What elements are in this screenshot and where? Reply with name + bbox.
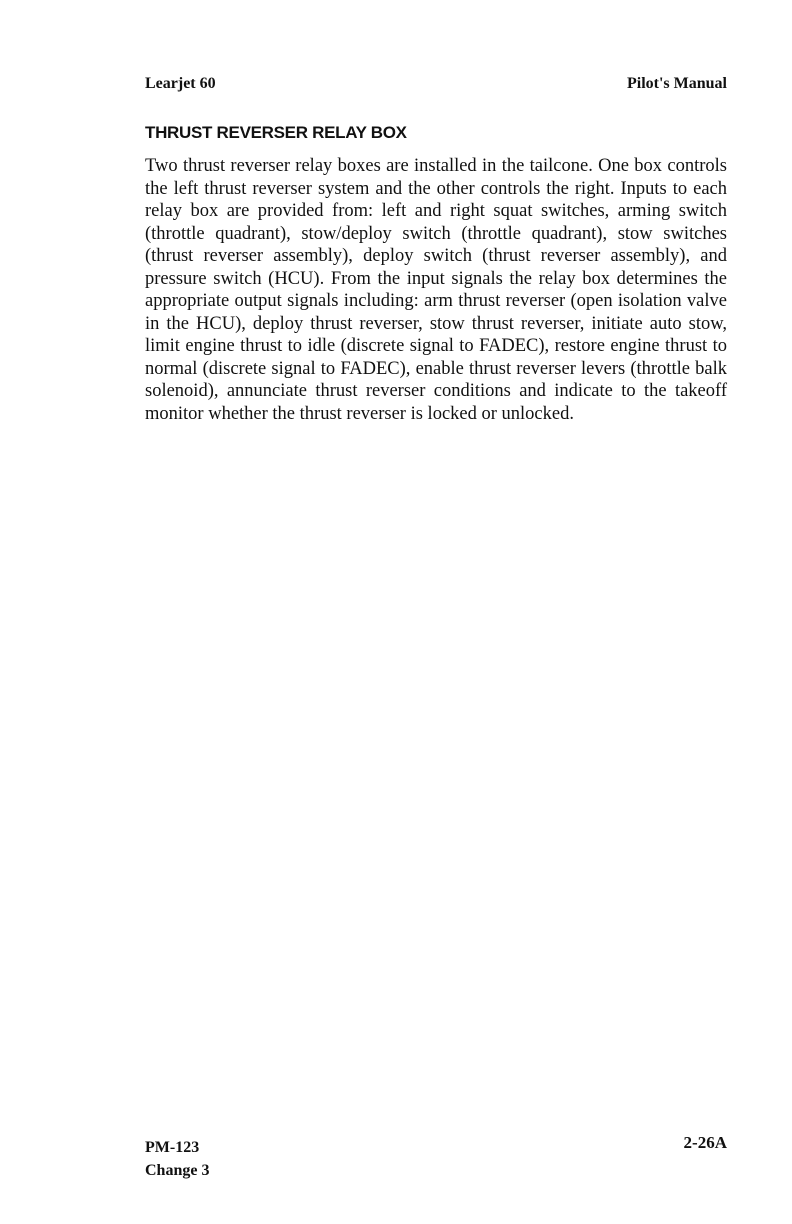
running-header — [145, 74, 727, 94]
section-title: THRUST REVERSER RELAY BOX — [145, 123, 407, 142]
header-aircraft-model: Learjet 60 — [145, 75, 216, 92]
footer-change-number: Change 3 — [145, 1162, 210, 1179]
footer-document-info — [145, 1136, 209, 1182]
section-body-paragraph: Two thrust reverser relay boxes are installed in the tailcone. One box controls the left thrust reverser system and the other controls the right. Inputs to each relay box are provided from: left and right squat switches, arming switch (throttle quadrant), stow/deploy switch (throttle quadrant), stow switches (thrust reverser assembly), deploy switch (thrust reverser assembly), and pressure switch (HCU). From the input signals the relay box determines the appropriate output signals including: arm thrust reverser (open isolation valve in the HCU), deploy thrust reverser, stow thrust reverser, initiate auto stow, limit engine thrust to idle (discrete signal to FADEC), restore engine thrust to normal (discrete signal to FADEC), enable thrust reverser levers (throttle balk solenoid), annunciate thrust reverser conditions and indicate to the takeoff monitor whether the thrust reverser is locked or unlocked. — [145, 156, 727, 424]
footer-document-number: PM-123 — [145, 1139, 200, 1156]
page-number: 2-26A — [683, 1133, 727, 1152]
header-manual-title: Pilot's Manual — [626, 75, 727, 92]
